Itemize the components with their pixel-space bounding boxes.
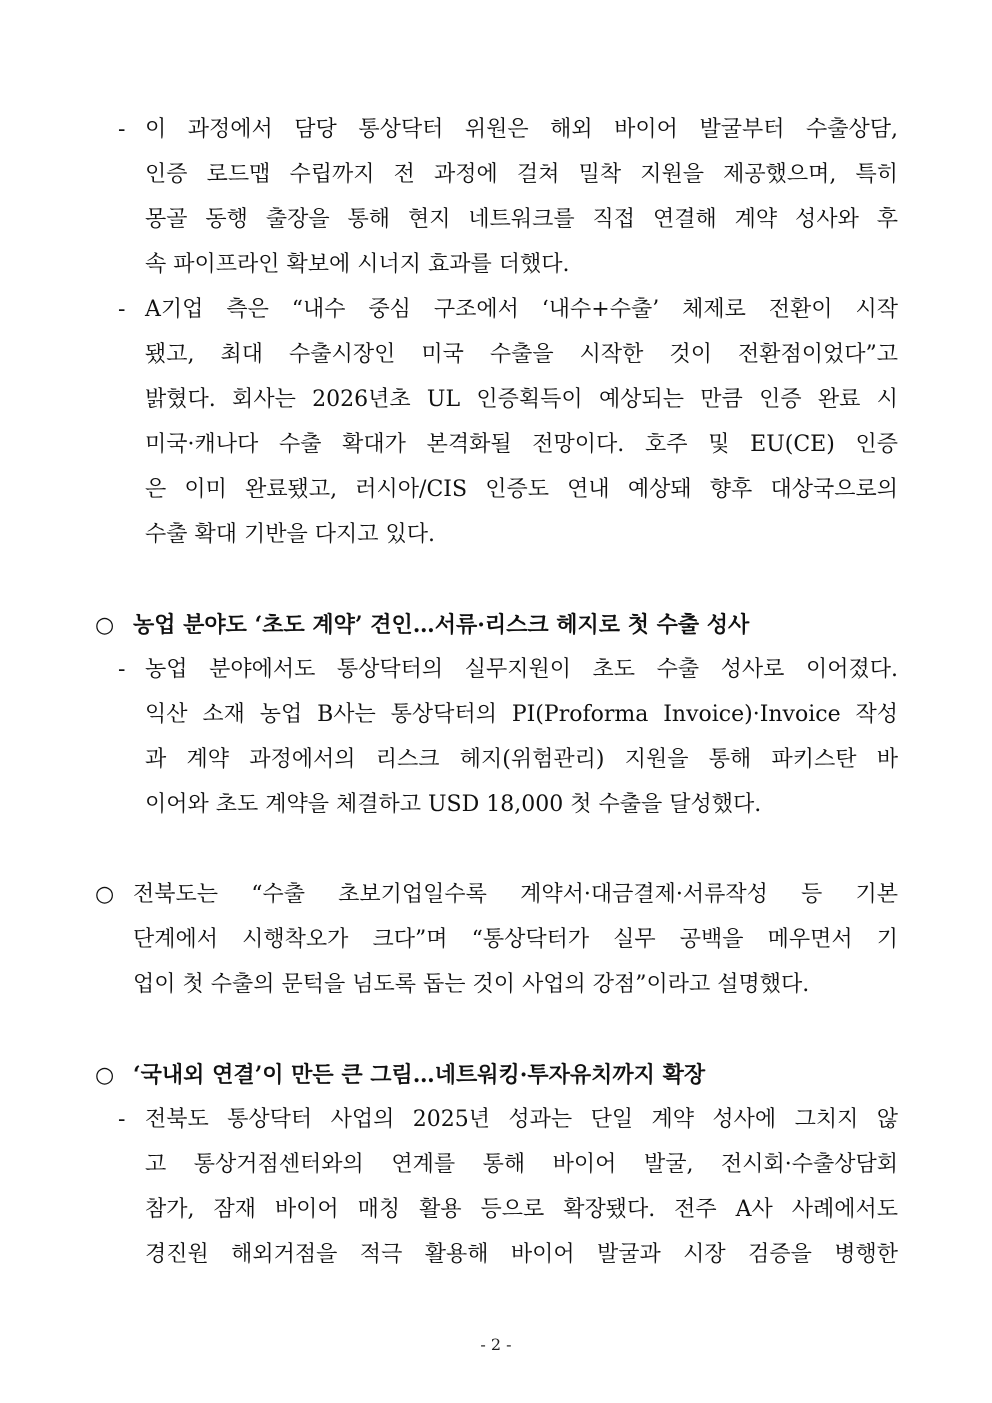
dash-marker: - <box>118 1107 126 1132</box>
text-line: 이어와 초도 계약을 체결하고 USD 18,000 첫 수출을 달성했다. <box>145 792 762 817</box>
text-line: - 전북도 통상닥터 사업의 2025년 성과는 단일 계약 성사에 그치지 않 <box>118 1105 898 1135</box>
text-line: 고 통상거점센터와의 연계를 통해 바이어 발굴, 전시회·수출상담회 <box>145 1152 898 1177</box>
dash-marker: - <box>118 117 126 142</box>
text-line: 경진원 해외거점을 적극 활용해 바이어 발굴과 시장 검증을 병행한 <box>145 1242 898 1267</box>
text-line: 몽골 동행 출장을 통해 현지 네트워크를 직접 연결해 계약 성사와 후 <box>145 207 898 232</box>
text-line: - A기업 측은 “내수 중심 구조에서 ‘내수+수출’ 체제로 전환이 시작 <box>118 295 898 325</box>
section-heading: ○ ‘국내외 연결’이 만든 큰 그림…네트워킹·투자유치까지 확장 <box>95 1060 898 1090</box>
dash-marker: - <box>118 297 126 322</box>
text-line: ○ 전북도는 “수출 초보기업일수록 계약서·대금결제·서류작성 등 기본 <box>95 880 898 910</box>
text-line: 익산 소재 농업 B사는 통상닥터의 PI(Proforma Invoice)·Invoice 작성 <box>145 702 898 727</box>
text-line: 됐고, 최대 수출시장인 미국 수출을 시작한 것이 전환점이었다”고 <box>145 342 898 367</box>
text-line: 참가, 잠재 바이어 매칭 활용 등으로 확장됐다. 전주 A사 사례에서도 <box>145 1197 898 1222</box>
text-line: 단계에서 시행착오가 크다”며 “통상닥터가 실무 공백을 메우면서 기 <box>133 927 898 952</box>
text-line: 밝혔다. 회사는 2026년초 UL 인증획득이 예상되는 만큼 인증 완료 시 <box>145 387 898 412</box>
circle-marker: ○ <box>95 1063 115 1088</box>
text-line: 은 이미 완료됐고, 러시아/CIS 인증도 연내 예상돼 향후 대상국으로의 <box>145 477 898 502</box>
circle-marker: ○ <box>95 882 115 907</box>
text-line: 속 파이프라인 확보에 시너지 효과를 더했다. <box>145 252 570 277</box>
text-line: - 농업 분야에서도 통상닥터의 실무지원이 초도 수출 성사로 이어졌다. <box>118 655 898 685</box>
page-number: - 2 - <box>480 1335 512 1354</box>
text-line: 수출 확대 기반을 다지고 있다. <box>145 522 435 547</box>
text-line: 인증 로드맵 수립까지 전 과정에 걸쳐 밀착 지원을 제공했으며, 특히 <box>145 162 898 187</box>
text-line: - 이 과정에서 담당 통상닥터 위원은 해외 바이어 발굴부터 수출상담, <box>118 115 898 145</box>
dash-marker: - <box>118 657 126 682</box>
text-line: 과 계약 과정에서의 리스크 헤지(위험관리) 지원을 통해 파키스탄 바 <box>145 747 898 772</box>
section-heading: ○ 농업 분야도 ‘초도 계약’ 견인…서류·리스크 헤지로 첫 수출 성사 <box>95 610 898 640</box>
text-line: 업이 첫 수출의 문턱을 넘도록 돕는 것이 사업의 강점”이라고 설명했다. <box>133 972 810 997</box>
text-line: 미국·캐나다 수출 확대가 본격화될 전망이다. 호주 및 EU(CE) 인증 <box>145 432 898 457</box>
circle-marker: ○ <box>95 613 115 638</box>
